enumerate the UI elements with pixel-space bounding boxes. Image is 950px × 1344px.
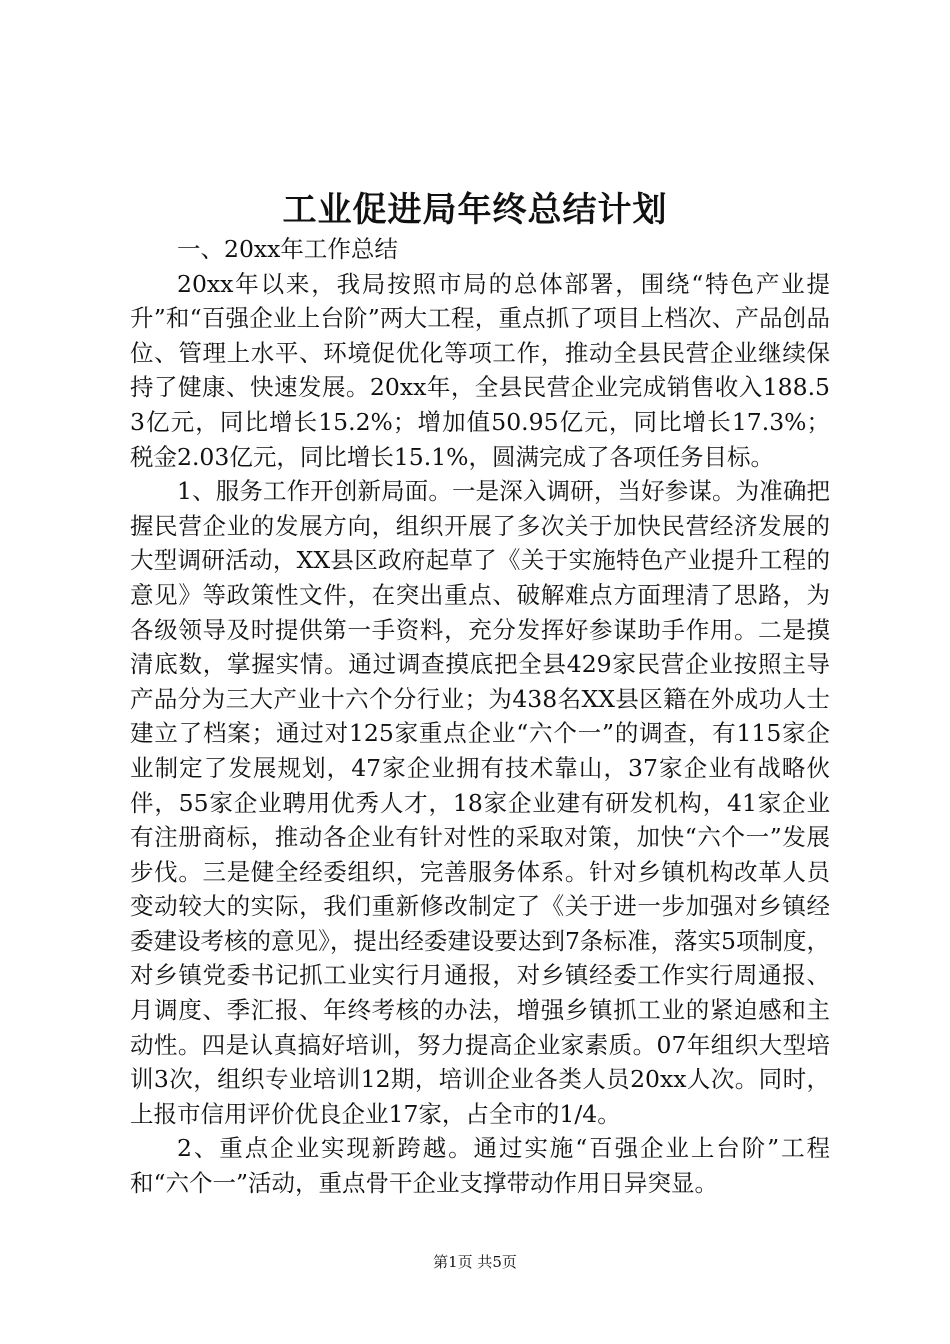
document-title: 工业促进局年终总结计划 <box>282 190 668 230</box>
page-footer: 第1页 共5页 <box>433 1253 517 1271</box>
key-enterprise-paragraph: 2、重点企业实现新跨越。通过实施“百强企业上台阶”工程和“六个一”活动，重点骨干企业支撑带动作用日异突显。 <box>130 1134 830 1198</box>
summary-paragraph: 20xx年以来，我局按照市局的总体部署，围绕“特色产业提升”和“百强企业上台阶”两大工程，重点抓了项目上档次、产品创品位、管理上水平、环境促优化等项工作，推动全县民营企业继续保持了健康、快速发展。20xx年，全县民营企业完成销售收入188.53亿元，同比增长15.2%；增加值50.95亿元，同比增长17.3%；税金2.03亿元，同比增长15.1%，圆满完成了各项任务目标。 <box>130 269 830 471</box>
service-work-paragraph: 1、服务工作开创新局面。一是深入调研，当好参谋。为准确把握民营企业的发展方向，组织开展了多次关于加快民营经济发展的大型调研活动，XX县区政府起草了《关于实施特色产业提升工程的意见》等政策性文件，在突出重点、破解难点方面理清了思路，为各级领导及时提供第一手资料，充分发挥好参谋助手作用。二是摸清底数，掌握实情。通过调查摸底把全县429家民营企业按照主导产品分为三大产业十六个分行业；为438名XX县区籍在外成功人士建立了档案；通过对125家重点企业“六个一”的调查，有115家企业制定了发展规划，47家企业拥有技术靠山，37家企业有战略伙伴，55家企业聘用优秀人才，18家企业建有研发机构，41家企业有注册商标，推动各企业有针对性的采取对策，加快“六个一”发展步伐。三是健全经委组织，完善服务体系。针对乡镇机构改革人员变动较大的实际，我们重新修改制定了《关于进一步加强对乡镇经委建设考核的意见》，提出经委建设要达到7条标准，落实5项制度，对乡镇党委书记抓工业实行月通报，对乡镇经委工作实行周通报、月调度、季汇报、年终考核的办法，增强乡镇抓工业的紧迫感和主动性。四是认真搞好培训，努力提高企业家素质。07年组织大型培训3次，组织专业培训12期，培训企业各类人员20xx人次。同时，上报市信用评价优良企业17家，占全市的1/4。 <box>130 477 830 1128</box>
section-heading: 一、20xx年工作总结 <box>177 235 398 263</box>
document-body <box>130 232 830 1201</box>
